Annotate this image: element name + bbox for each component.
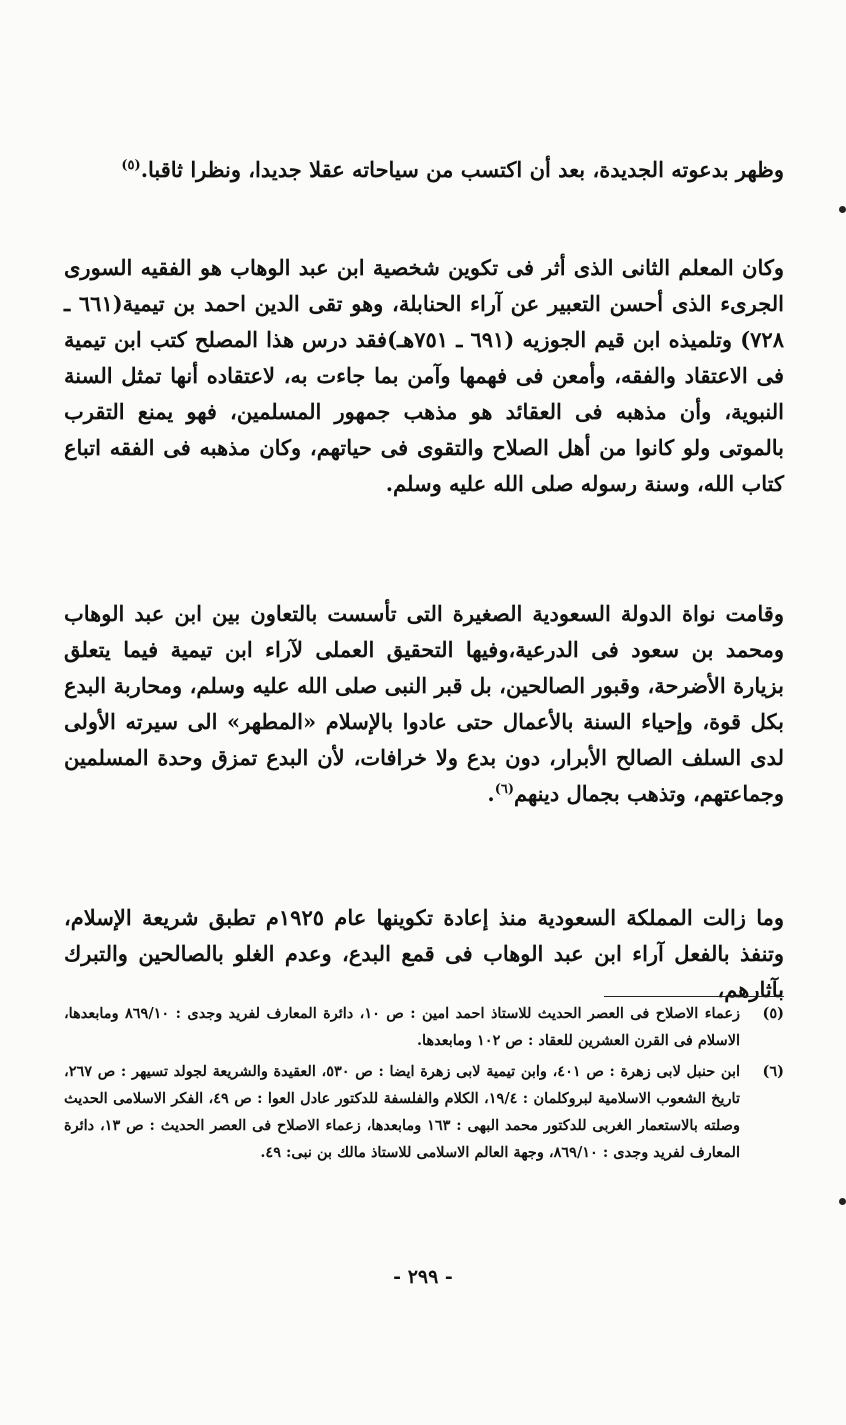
footnote-text: ابن حنبل لابى زهرة : ص ٤٠١، وابن تيمية لابى زهرة ايضا : ص ٥٣٠، العقيدة والشريعة لجولد تسيهر : ص ٢٦٧، تاريخ الشعوب الاسلامية لبروكلمان : ١٩/٤، الكلام والفلسفة للدكتور عادل العوا : ص ٤٩، الفكر الاسلامى الحديث وصلته بالاستعمار الغربى للدكتور محمد البهى : ١٦٣ ومابعدها، زعماء الاصلاح فى العصر الحديث : ص ١٣، دائرة المعارف لفريد وجدى : ٨٦٩/١٠، وجهة العالم الاسلامى للاستاذ مالك بن نبى: ٤٩. <box>64 1063 741 1161</box>
page-number: - ٢٩٩ - <box>393 1266 453 1288</box>
binding-hole-mark <box>839 1198 846 1205</box>
footnote-5 <box>64 1000 784 1054</box>
footnote-number: (٦) <box>762 1063 784 1080</box>
paragraph-1 <box>64 152 784 188</box>
binding-hole-mark <box>839 206 846 213</box>
paragraph-4: وما زالت المملكة السعودية منذ إعادة تكوينها عام ١٩٢٥م تطبق شريعة الإسلام، وتنفذ بالفعل آراء ابن عبد الوهاب فى قمع البدع، وعدم الغلو بالصالحين والتبرك بآثارهم، <box>64 905 784 1002</box>
footnote-ref-5: (٥) <box>121 158 141 173</box>
footnotes <box>64 1000 784 1170</box>
footnote-ref-6: (٦) <box>494 782 514 797</box>
paragraph-3: وقامت نواة الدولة السعودية الصغيرة التى تأسست بالتعاون بين ابن عبد الوهاب ومحمد بن سعود فى الدرعية،وفيها التحقيق العملى لآراء ابن تيمية فيما يتعلق بزيارة الأضرحة، وقبور الصالحين، بل قبر النبى صلى الله عليه وسلم، ومحاربة البدع بكل قوة، وإحياء السنة بالأعمال حتى عادوا بالإسلام «المطهر» الى سيرته الأولى لدى السلف الصالح الأبرار، دون بدع ولا خرافات، لأن البدع تمزق وحدة المسلمين وجماعتهم، وتذهب بجمال دينهم$^{(٦)}$. <box>64 601 784 806</box>
footnote-divider <box>604 996 784 997</box>
footnote-text: زعماء الاصلاح فى العصر الحديث للاستاذ احمد امين : ص ١٠، دائرة المعارف لفريد وجدى : ٨٦٩/١٠ ومابعدها، الاسلام فى القرن العشرين للعقاد : ص ١٠٢ ومابعدها. <box>64 1005 740 1049</box>
paragraph-1-text: وظهر بدعوته الجديدة، بعد أن اكتسب من سياحاته عقلا جديدا، ونظرا ثاقبا. <box>140 157 784 182</box>
footnote-6 <box>64 1058 784 1166</box>
paragraph-2: وكان المعلم الثانى الذى أثر فى تكوين شخصية ابن عبد الوهاب هو الفقيه السورى الجرىء الذى أحسن التعبير عن آراء الحنابلة، وهو تقى الدين احمد بن تيمية(٦٦١ ـ ٧٢٨) وتلميذه ابن قيم الجوزيه (٦٩١ ـ ٧٥١هـ)فقد درس هذا المصلح كتب ابن تيمية فى الاعتقاد والفقه، وأمعن فى فهمها وآمن بما جاءت به، لاعتقاده أنها تمثل السنة النبوية، وأن مذهبه فى العقائد هو مذهب جمهور المسلمين، فهو يمنع التقرب بالموتى ولو كانوا من أهل الصلاح والتقوى فى حياتهم، وكان مذهبه فى الفقه اتباع كتاب الله، وسنة رسوله صلى الله عليه وسلم. <box>64 255 784 496</box>
footnote-number: (٥) <box>762 1005 784 1022</box>
paragraph-3-text: وقامت نواة الدولة السعودية الصغيرة التى تأسست بالتعاون بين ابن عبد الوهاب ومحمد بن سعود فى الدرعية،وفيها التحقيق العملى لآراء ابن تيمية فيما يتعلق بزيارة الأضرحة، وقبور الصالحين، بل قبر النبى صلى الله عليه وسلم، ومحاربة البدع بكل قوة، وإحياء السنة بالأعمال حتى عادوا بالإسلام «المطهر» الى سيرته الأولى لدى السلف الصالح الأبرار، دون بدع ولا خرافات، لأن البدع تمزق وحدة المسلمين وجماعتهم، وتذهب بجمال دينهم <box>64 601 784 806</box>
